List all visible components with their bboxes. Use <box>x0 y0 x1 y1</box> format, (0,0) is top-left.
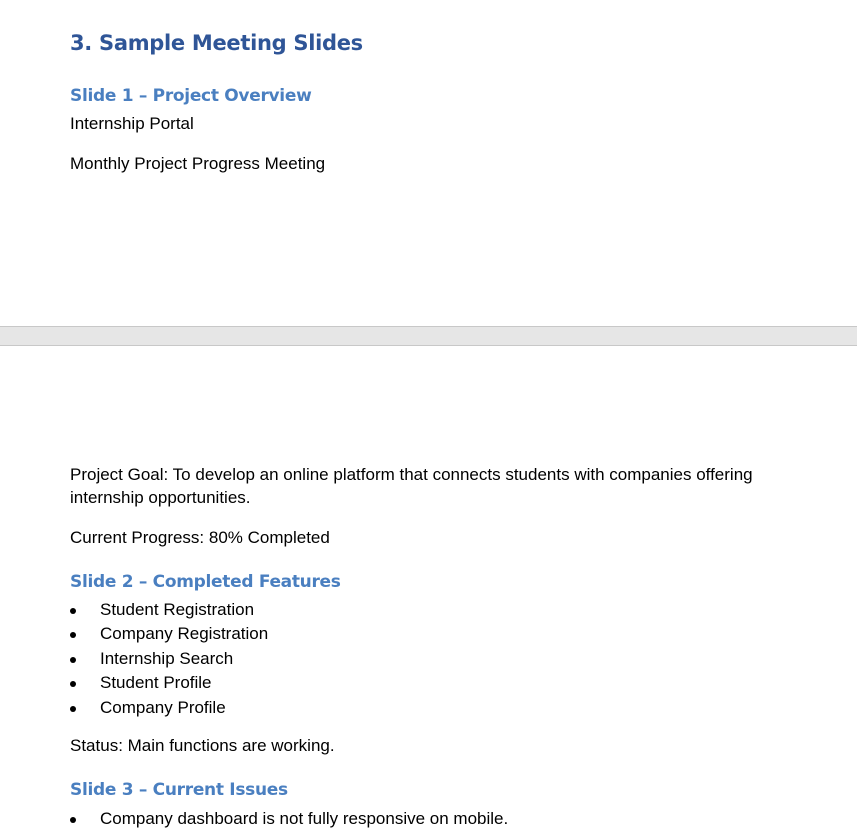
slide-2-heading: Slide 2 – Completed Features <box>70 572 341 592</box>
bullet-icon <box>70 608 76 614</box>
document-page-2 <box>0 346 857 832</box>
slide-3-heading: Slide 3 – Current Issues <box>70 780 288 800</box>
list-item <box>70 622 268 646</box>
list-item-label: Internship Search <box>100 648 234 668</box>
bullet-icon <box>70 657 76 663</box>
slide-1-goal: Project Goal: To develop an online platform that connects students with companies offering internship opportunities. <box>70 465 753 507</box>
list-item <box>70 598 268 622</box>
bullet-icon <box>70 817 76 823</box>
slide-1-line-subtitle: Monthly Project Progress Meeting <box>70 154 326 173</box>
list-item <box>70 696 268 720</box>
list-item-label: Student Registration <box>100 600 255 619</box>
list-item-label: Student Profile <box>100 673 212 693</box>
list-item-label: Company Profile <box>100 697 226 717</box>
slide-2-feature-list <box>70 598 268 720</box>
slide-3-issue-list <box>70 807 508 831</box>
bullet-icon <box>70 681 76 687</box>
list-item <box>70 647 268 671</box>
page-break <box>0 326 857 346</box>
list-item-label: Company dashboard is not fully responsive on mobile. <box>100 809 509 828</box>
slide-2-status: Status: Main functions are working. <box>70 736 335 755</box>
list-item <box>70 671 268 695</box>
list-item <box>70 807 508 831</box>
bullet-icon <box>70 632 76 638</box>
document-page-1 <box>0 0 857 326</box>
slide-1-progress: Current Progress: 80% Completed <box>70 528 330 547</box>
section-title: 3. Sample Meeting Slides <box>70 31 363 55</box>
bullet-icon <box>70 706 76 712</box>
slide-1-line-title: Internship Portal <box>70 114 194 133</box>
list-item-label: Company Registration <box>100 624 269 644</box>
slide-1-heading: Slide 1 – Project Overview <box>70 86 312 106</box>
